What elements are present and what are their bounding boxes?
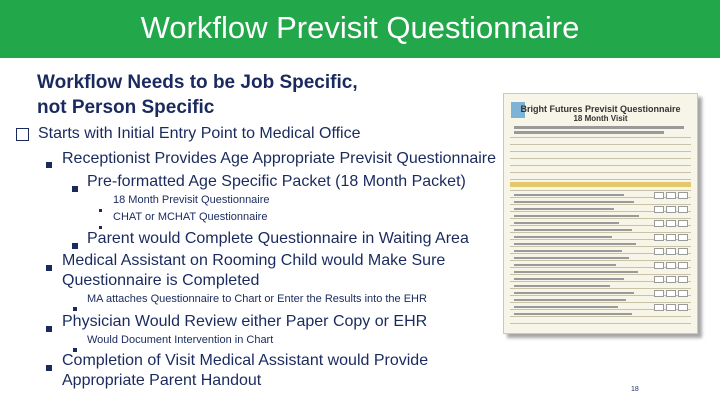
slide-title: Workflow Previsit Questionnaire bbox=[140, 10, 580, 45]
bullet-chat-questionnaire: CHAT or MCHAT Questionnaire bbox=[113, 211, 268, 223]
title-bar bbox=[0, 0, 720, 58]
bullet-ma-attaches: MA attaches Questionnaire to Chart or Enter the Results into the EHR bbox=[87, 293, 427, 305]
bullet-parent-handout-line-1: Completion of Visit Medical Assistant would Provide bbox=[62, 352, 429, 369]
subtitle-line-1: Workflow Needs to be Job Specific, bbox=[37, 72, 358, 93]
bullet-parent-handout-line-2: Appropriate Parent Handout bbox=[62, 372, 262, 389]
questionnaire-document-image bbox=[503, 93, 698, 334]
bullet-previsit-questionnaire: 18 Month Previsit Questionnaire bbox=[113, 194, 270, 206]
bullet-packet: Pre-formatted Age Specific Packet (18 Month Packet) bbox=[87, 173, 466, 190]
dot-bullet-icon bbox=[99, 199, 102, 217]
square-bullet-icon bbox=[46, 319, 52, 337]
checkbox-bullet-icon bbox=[16, 128, 29, 146]
document-title: Bright Futures Previsit Questionnaire bbox=[520, 104, 681, 114]
page-number: 18 bbox=[631, 386, 639, 393]
document-subtitle: 18 Month Visit bbox=[573, 114, 628, 123]
bullet-physician-review: Physician Would Review either Paper Copy or EHR bbox=[62, 313, 428, 330]
slide-subtitle bbox=[37, 70, 358, 120]
bullet-entry-point: Starts with Initial Entry Point to Medical Office bbox=[38, 125, 361, 142]
bullet-medical-assistant-line-1: Medical Assistant on Rooming Child would Make Sure bbox=[62, 252, 446, 269]
square-bullet-icon bbox=[46, 258, 52, 276]
bullet-receptionist: Receptionist Provides Age Appropriate Previsit Questionnaire bbox=[62, 150, 497, 167]
square-bullet-icon bbox=[46, 358, 52, 376]
square-bullet-icon bbox=[46, 155, 52, 173]
subtitle-line-2: not Person Specific bbox=[37, 97, 215, 118]
square-bullet-icon bbox=[72, 179, 78, 197]
bullet-document-intervention: Would Document Intervention in Chart bbox=[87, 334, 274, 346]
bullet-waiting-area: Parent would Complete Questionnaire in Waiting Area bbox=[87, 230, 469, 247]
bullet-medical-assistant-line-2: Questionnaire is Completed bbox=[62, 272, 260, 289]
